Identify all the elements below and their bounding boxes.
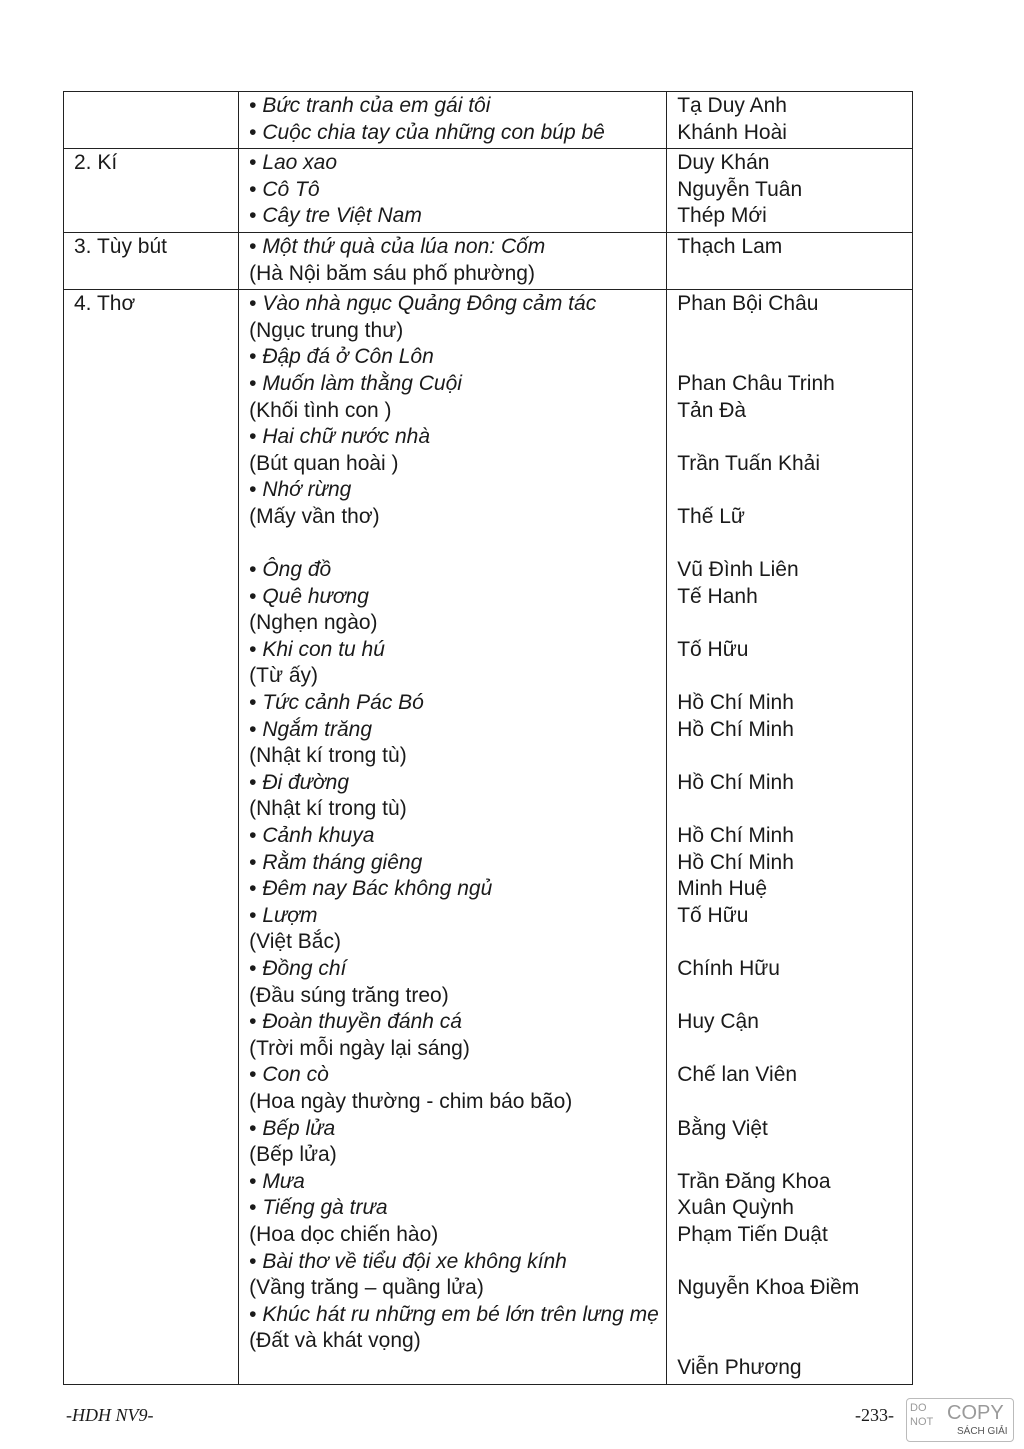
collection-name [249, 1275, 666, 1302]
bullet-icon: • [249, 1196, 263, 1220]
work-text: (Mấy vần thơ) [249, 504, 380, 528]
author-name [677, 796, 912, 823]
work-title [249, 1249, 666, 1276]
bullet-icon: • [249, 177, 263, 201]
work-text: (Đất và khát vọng) [249, 1329, 421, 1353]
author-name [677, 318, 912, 345]
collection-name [249, 398, 666, 425]
stamp-brand: SÁCH GIẢI [957, 1426, 1008, 1437]
work-text: (Từ ấy) [249, 664, 319, 688]
work-title [249, 203, 666, 230]
author-name: Trần Đăng Khoa [677, 1169, 831, 1193]
work-title [249, 903, 666, 930]
bullet-icon: • [249, 120, 263, 144]
stamp-do: DO [910, 1402, 927, 1414]
work-text: Đi đường [262, 770, 350, 794]
work-title [249, 120, 666, 147]
author-name: Hồ Chí Minh [677, 850, 794, 874]
work-title [249, 770, 666, 797]
author-name: Viễn Phương [677, 1355, 802, 1379]
bullet-icon: • [249, 151, 263, 175]
collection-name [249, 663, 666, 690]
collection-name [249, 504, 666, 531]
work-text: (Ngục trung thư) [249, 318, 404, 342]
author-name [677, 1302, 912, 1329]
author-name [677, 1142, 912, 1169]
table-row [64, 149, 913, 233]
work-text: Ngắm trăng [262, 717, 373, 741]
bullet-icon: • [249, 717, 263, 741]
work-text: Quê hương [262, 584, 369, 608]
work-title [249, 424, 666, 451]
work-text: Bức tranh của em gái tôi [262, 94, 491, 117]
work-text: Khi con tu hú [262, 637, 385, 661]
bullet-icon: • [249, 824, 263, 848]
work-text: Bếp lửa [262, 1116, 336, 1140]
work-title [249, 690, 666, 717]
work-text: Cô Tô [262, 177, 320, 201]
work-title [249, 477, 666, 504]
collection-name [249, 796, 666, 823]
work-title [249, 584, 666, 611]
work-text: Cảnh khuya [262, 824, 375, 848]
work-title [249, 850, 666, 877]
genre-cell [64, 290, 239, 1384]
author-name: Bằng Việt [677, 1116, 768, 1140]
author-name: Tạ Duy Anh [677, 94, 787, 117]
work-title [249, 1302, 666, 1329]
work-title [249, 371, 666, 398]
authors-cell [667, 290, 913, 1384]
work-text: (Đầu súng trăng treo) [249, 983, 449, 1007]
genre-cell [64, 232, 239, 289]
author-name [677, 424, 912, 451]
work-text: Nhớ rừng [262, 478, 352, 502]
work-text: (Hoa dọc chiến hào) [249, 1222, 439, 1246]
bullet-icon: • [249, 1116, 263, 1140]
work-title [249, 344, 666, 371]
work-text: (Nhật kí trong tù) [249, 744, 407, 768]
work-text: (Hà Nội băm sáu phố phường) [249, 261, 535, 285]
work-text: Tiếng gà trưa [262, 1196, 388, 1220]
work-text: Mưa [262, 1169, 305, 1193]
work-title [249, 177, 666, 204]
author-name: Hồ Chí Minh [677, 691, 794, 715]
work-title [249, 1195, 666, 1222]
work-text: Hai chữ nước nhà [262, 425, 431, 449]
work-text: Rằm tháng giêng [262, 850, 423, 874]
bullet-icon: • [249, 691, 263, 715]
author-name: Vũ Đình Liên [677, 558, 799, 582]
work-text: Lượm [262, 903, 318, 927]
genre-label [74, 93, 238, 120]
work-text: (Việt Bắc) [249, 930, 341, 954]
bullet-icon: • [249, 558, 263, 582]
bullet-icon: • [249, 94, 263, 117]
work-text: (Hoa ngày thường - chim báo bão) [249, 1089, 573, 1113]
bullet-icon: • [249, 1063, 263, 1087]
work-text: Ông đồ [262, 558, 332, 582]
works-cell [239, 290, 667, 1384]
bullet-icon: • [249, 234, 263, 258]
collection-name [249, 610, 666, 637]
authors-cell [667, 232, 913, 289]
author-name: Huy Cận [677, 1010, 759, 1034]
work-title [249, 1062, 666, 1089]
author-name: Hồ Chí Minh [677, 770, 794, 794]
author-name [677, 663, 912, 690]
literature-table-body [64, 92, 913, 1385]
work-title [249, 93, 666, 120]
author-name [677, 1089, 912, 1116]
work-title [249, 876, 666, 903]
work-text: Đồng chí [262, 957, 347, 980]
stamp-copy: COPY [947, 1402, 1004, 1424]
work-text: Khúc hát ru những em bé lớn trên lưng mẹ [262, 1302, 659, 1326]
work-text: Cuộc chia tay của những con búp bê [262, 120, 605, 144]
page-number: -233- [855, 1405, 894, 1425]
collection-name [249, 743, 666, 770]
bullet-icon: • [249, 1169, 263, 1193]
work-title [249, 150, 666, 177]
work-text: (Trời mỗi ngày lại sáng) [249, 1036, 470, 1060]
work-title [249, 637, 666, 664]
author-name [677, 610, 912, 637]
bullet-icon: • [249, 1302, 263, 1326]
stamp-not: NOT [910, 1416, 934, 1428]
work-title [249, 234, 666, 261]
author-name: Phạm Tiến Duật [677, 1222, 828, 1246]
author-name: Nguyễn Khoa Điềm [677, 1276, 860, 1300]
collection-name [249, 1222, 666, 1249]
collection-name [249, 1328, 666, 1355]
collection-name [249, 318, 666, 345]
genre-cell [64, 92, 239, 149]
work-text: Muốn làm thằng Cuội [262, 371, 462, 395]
do-not-copy-stamp [906, 1398, 1014, 1442]
works-cell [239, 92, 667, 149]
author-name [677, 929, 912, 956]
work-title [249, 1169, 666, 1196]
work-text: Vào nhà ngục Quảng Đông cảm tác [262, 292, 597, 316]
work-title [249, 956, 666, 983]
work-title [249, 557, 666, 584]
work-text: Bài thơ về tiểu đội xe không kính [262, 1249, 567, 1273]
bullet-icon: • [249, 770, 263, 794]
genre-label: 3. Tùy bút [74, 234, 168, 258]
author-name: Chính Hữu [677, 957, 780, 980]
author-name: Phan Bội Châu [677, 292, 819, 316]
author-name: Tố Hữu [677, 903, 749, 927]
work-title [249, 1116, 666, 1143]
work-title [249, 823, 666, 850]
author-name: Tế Hanh [677, 584, 758, 608]
author-name: Phan Châu Trinh [677, 371, 835, 395]
genre-cell [64, 149, 239, 233]
author-name: Trần Tuấn Khải [677, 451, 821, 475]
work-text: (Nhật kí trong tù) [249, 797, 407, 821]
work-text: (Nghẹn ngào) [249, 611, 378, 635]
work-text: Tức cảnh Pác Bó [262, 691, 424, 715]
work-text: Đêm nay Bác không ngủ [262, 877, 493, 901]
author-name [677, 477, 912, 504]
collection-name [249, 531, 666, 558]
work-title [249, 717, 666, 744]
author-name: Hồ Chí Minh [677, 717, 794, 741]
bullet-icon: • [249, 345, 263, 369]
work-text: Lao xao [262, 151, 338, 175]
author-name: Nguyễn Tuân [677, 177, 803, 201]
author-name: Hồ Chí Minh [677, 824, 794, 848]
work-text: (Bút quan hoài ) [249, 451, 399, 475]
table-row [64, 232, 913, 289]
author-name [677, 261, 912, 288]
work-text: (Vầng trăng – quầng lửa) [249, 1276, 484, 1300]
bullet-icon: • [249, 371, 263, 395]
works-cell [239, 149, 667, 233]
author-name: Khánh Hoài [677, 120, 787, 144]
bullet-icon: • [249, 584, 263, 608]
table-row [64, 92, 913, 149]
works-cell [239, 232, 667, 289]
bullet-icon: • [249, 850, 263, 874]
bullet-icon: • [249, 204, 263, 228]
bullet-icon: • [249, 637, 263, 661]
work-text: (Bếp lửa) [249, 1143, 337, 1167]
bullet-icon: • [249, 425, 263, 449]
author-name [677, 531, 912, 558]
author-name: Duy Khán [677, 151, 770, 175]
author-name: Tố Hữu [677, 637, 749, 661]
genre-label: 4. Thơ [74, 292, 136, 316]
collection-name [249, 1036, 666, 1063]
literature-table [63, 91, 913, 1385]
table-row [64, 290, 913, 1384]
collection-name [249, 1089, 666, 1116]
bullet-icon: • [249, 1249, 263, 1273]
bullet-icon: • [249, 877, 263, 901]
authors-cell [667, 149, 913, 233]
author-name: Thạch Lam [677, 234, 783, 258]
bullet-icon: • [249, 957, 263, 980]
work-text: Cây tre Việt Nam [262, 204, 422, 228]
genre-label: 2. Kí [74, 151, 118, 175]
work-title [249, 1009, 666, 1036]
author-name [677, 1328, 912, 1355]
work-text: (Khối tình con ) [249, 398, 392, 422]
collection-name [249, 1142, 666, 1169]
authors-cell [667, 92, 913, 149]
collection-name [249, 983, 666, 1010]
author-name: Tản Đà [677, 398, 747, 422]
collection-name [249, 261, 666, 288]
author-name [677, 1249, 912, 1276]
author-name: Thế Lữ [677, 504, 745, 528]
footer-book-code: -HDH NV9- [66, 1405, 154, 1425]
author-name: Chế lan Viên [677, 1063, 798, 1087]
work-text: Đập đá ở Côn Lôn [262, 345, 434, 369]
work-text: Đoàn thuyền đánh cá [262, 1010, 462, 1034]
work-title [249, 291, 666, 318]
author-name: Xuân Quỳnh [677, 1196, 794, 1220]
author-name [677, 344, 912, 371]
collection-name [249, 451, 666, 478]
collection-name [249, 929, 666, 956]
author-name [677, 983, 912, 1010]
author-name: Thép Mới [677, 204, 767, 228]
author-name [677, 1036, 912, 1063]
bullet-icon: • [249, 903, 263, 927]
bullet-icon: • [249, 292, 263, 316]
bullet-icon: • [249, 1010, 263, 1034]
work-text: Một thứ quà của lúa non: Cốm [262, 234, 546, 258]
bullet-icon: • [249, 478, 263, 502]
author-name: Minh Huệ [677, 877, 768, 901]
work-text: Con cò [262, 1063, 329, 1087]
author-name [677, 743, 912, 770]
